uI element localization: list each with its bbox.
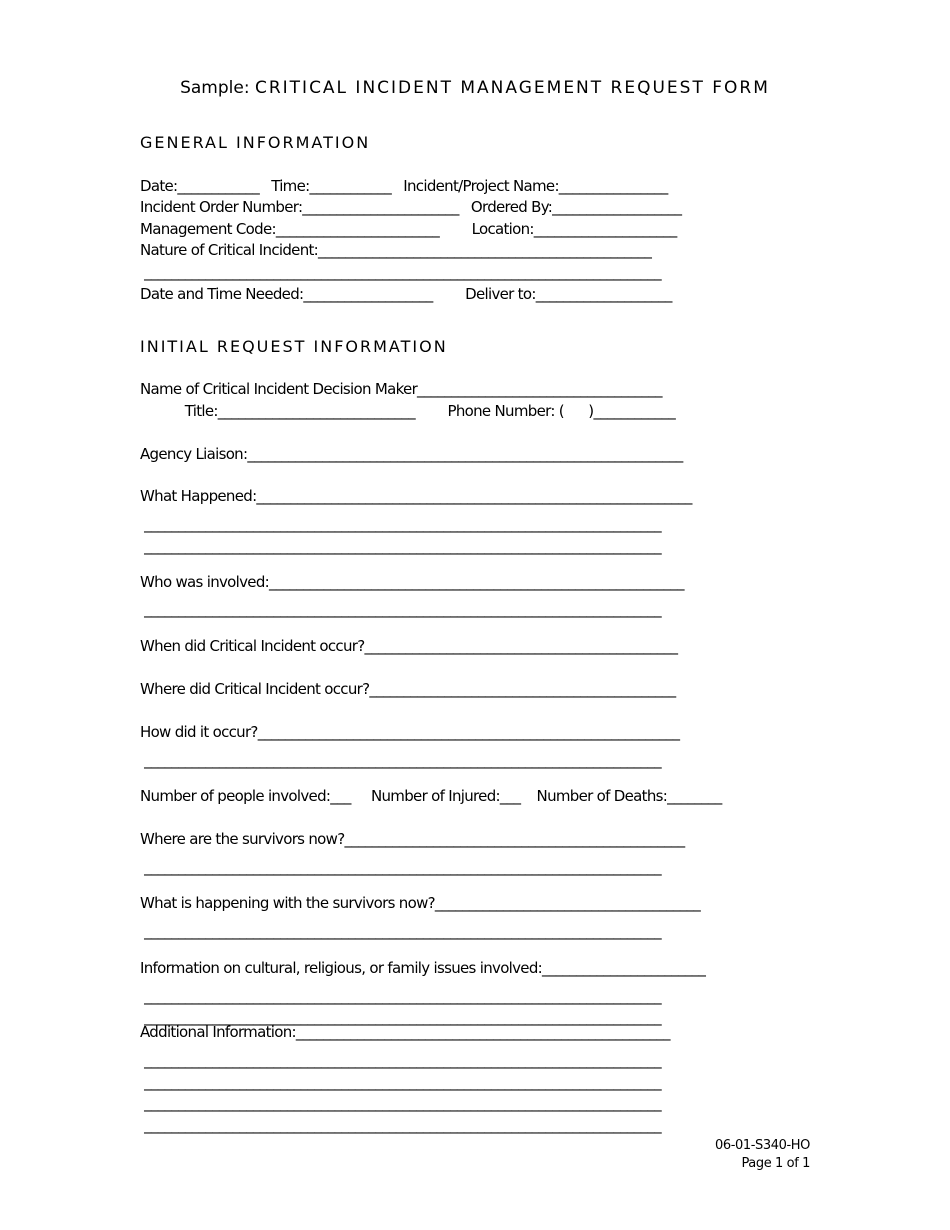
field-line-order-number[interactable]: Incident Order Number:_______________________ Ordered By:___________________ — [140, 198, 682, 216]
field-line-cultural-issues-cont[interactable]: ____________________________________________________________________________ — [140, 1008, 661, 1026]
field-line-what-happened-cont[interactable]: ____________________________________________________________________________ — [140, 537, 661, 555]
field-line-additional-info-cont[interactable]: ____________________________________________________________________________ — [140, 1116, 661, 1134]
field-line-what-happened-cont[interactable]: ____________________________________________________________________________ — [140, 515, 661, 533]
field-line-management-code[interactable]: Management Code:________________________ Location:_____________________ — [140, 220, 677, 238]
section-heading-initial: INITIAL REQUEST INFORMATION — [140, 337, 448, 356]
field-line-what-happened[interactable]: What Happened:________________________________________________________________ — [140, 487, 692, 505]
title-text: CRITICAL INCIDENT MANAGEMENT REQUEST FORM — [254, 78, 770, 98]
field-line-who-involved-cont[interactable]: ____________________________________________________________________________ — [140, 600, 661, 618]
field-line-nature-cont[interactable]: ____________________________________________________________________________ — [140, 263, 661, 281]
field-line-how-occur-cont[interactable]: ____________________________________________________________________________ — [140, 751, 661, 769]
field-line-cultural-issues-cont[interactable]: ____________________________________________________________________________ — [140, 987, 661, 1005]
title-prefix: Sample: — [180, 78, 255, 98]
page-number: Page 1 of 1 — [741, 1156, 810, 1171]
field-line-additional-info-cont[interactable]: ____________________________________________________________________________ — [140, 1073, 661, 1091]
field-line-numbers[interactable]: Number of people involved:___ Number of Injured:___ Number of Deaths:________ — [140, 787, 722, 805]
form-code: 06-01-S340-HO — [714, 1138, 810, 1153]
field-line-title-phone[interactable]: Title:_____________________________ Phone Number: ( )____________ — [140, 402, 676, 420]
field-line-additional-info[interactable]: Additional Information:_______________________________________________________ — [140, 1023, 670, 1041]
section-heading-general: GENERAL INFORMATION — [140, 133, 371, 152]
field-line-survivors-happening[interactable]: What is happening with the survivors now?_______________________________________ — [140, 894, 701, 912]
field-line-agency-liaison[interactable]: Agency Liaison:________________________________________________________________ — [140, 445, 683, 463]
field-line-decision-maker[interactable]: Name of Critical Incident Decision Maker____________________________________ — [140, 380, 662, 398]
field-line-when-occur[interactable]: When did Critical Incident occur?______________________________________________ — [140, 637, 678, 655]
field-line-survivors-where[interactable]: Where are the survivors now?__________________________________________________ — [140, 830, 685, 848]
field-line-additional-info-cont[interactable]: ____________________________________________________________________________ — [140, 1094, 661, 1112]
field-line-how-occur[interactable]: How did it occur?______________________________________________________________ — [140, 723, 680, 741]
field-line-date-time-incident[interactable]: Date:____________ Time:____________ Incident/Project Name:________________ — [140, 177, 668, 195]
field-line-survivors-where-cont[interactable]: ____________________________________________________________________________ — [140, 858, 661, 876]
field-line-nature[interactable]: Nature of Critical Incident:_________________________________________________ — [140, 241, 652, 259]
field-line-who-involved[interactable]: Who was involved:_____________________________________________________________ — [140, 573, 684, 591]
field-line-where-occur[interactable]: Where did Critical Incident occur?_____________________________________________ — [140, 680, 676, 698]
field-line-cultural-issues[interactable]: Information on cultural, religious, or family issues involved:________________________ — [140, 959, 706, 977]
form-title — [0, 78, 950, 98]
field-line-additional-info-cont[interactable]: ____________________________________________________________________________ — [140, 1051, 661, 1069]
field-line-date-time-needed[interactable]: Date and Time Needed:___________________ Deliver to:____________________ — [140, 285, 672, 303]
field-line-survivors-happening-cont[interactable]: ____________________________________________________________________________ — [140, 922, 661, 940]
footer — [715, 1137, 810, 1173]
